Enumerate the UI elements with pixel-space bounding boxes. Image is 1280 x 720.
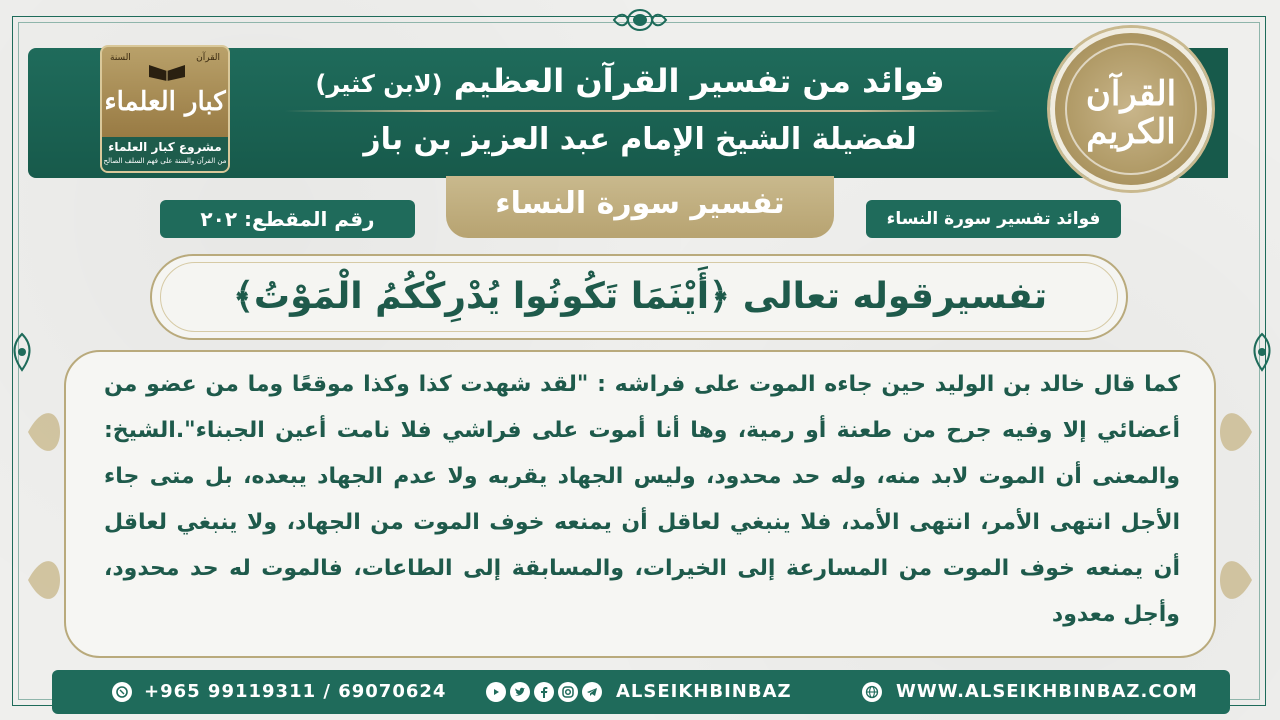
footer-social-handle: ALSEIKHBINBAZ bbox=[616, 681, 792, 702]
section-heading bbox=[170, 262, 1110, 332]
segment-number: ٢٠٢ bbox=[200, 207, 238, 231]
logo-bottom-strip bbox=[102, 137, 228, 171]
footer-website[interactable]: WWW.ALSEIKHBINBAZ.COM bbox=[896, 681, 1198, 702]
page-subtitle: لفضيلة الشيخ الإمام عبد العزيز بن باز bbox=[363, 122, 917, 157]
footer-phone: +965 99119311 / 69070624 bbox=[144, 681, 447, 702]
segment-label: رقم المقطع: bbox=[244, 207, 375, 231]
title-separator bbox=[285, 110, 1000, 112]
left-gold-ornament-2-icon bbox=[24, 540, 64, 620]
top-ornament-icon bbox=[610, 6, 670, 34]
left-gold-ornament-icon bbox=[24, 392, 64, 472]
youtube-icon[interactable] bbox=[486, 682, 506, 702]
right-gold-ornament-2-icon bbox=[1216, 540, 1256, 620]
facebook-icon[interactable] bbox=[534, 682, 554, 702]
tafsir-body-text: كما قال خالد بن الوليد حين جاءه الموت على فراشه : "لقد شهدت كذا وكذا موقعًا وما من عضو من أعضائي إلا وفيه جرح من طعنة أو رمية، وها أنا أموت على فراشي فلا نامت أعين الجبناء".الشيخ: والمعنى أن الموت لابد منه، وله حد محدود، وليس الجهاد يقربه ولا عدم الجهاد يبعده، بل متى جاء الأجل انتهى الأمر، انتهى الأمد، فلا ينبغي لعاقل أن يمنعه خوف الموت من الجهاد، ولا ينبغي لعاقل أن يمنعه خوف الموت من المسارعة إلى الخيرات، والمسابقة إلى الطاعات، فالموت له حد محدود، وأجل معدود bbox=[104, 372, 1180, 627]
instagram-icon[interactable] bbox=[558, 682, 578, 702]
logo-project-name: مشروع كبار العلماء bbox=[108, 140, 222, 154]
logo-corner-sunnah: السنة bbox=[110, 53, 131, 63]
title-author: (لابن كثير) bbox=[315, 70, 443, 98]
quran-medallion-logo bbox=[1050, 28, 1212, 190]
title-main: فوائد من تفسير القرآن العظيم bbox=[453, 62, 945, 100]
kibar-ulama-logo bbox=[100, 45, 230, 173]
page-title bbox=[250, 58, 1010, 104]
logo-main-text: كبار العلماء bbox=[104, 87, 226, 117]
twitter-icon[interactable] bbox=[510, 682, 530, 702]
surah-tab: تفسير سورة النساء bbox=[446, 176, 834, 238]
series-badge: فوائد تفسير سورة النساء bbox=[866, 200, 1121, 238]
logo-corner-quran: القرآن bbox=[196, 53, 220, 63]
globe-icon[interactable] bbox=[862, 682, 882, 702]
book-icon bbox=[147, 59, 187, 81]
telegram-icon[interactable] bbox=[582, 682, 602, 702]
whatsapp-icon[interactable] bbox=[112, 682, 132, 702]
medallion-text: القرآن الكريم bbox=[1085, 74, 1177, 152]
segment-number-badge bbox=[160, 200, 415, 238]
right-gold-ornament-icon bbox=[1216, 392, 1256, 472]
logo-tagline: من القرآن والسنة على فهم السلف الصالح bbox=[103, 157, 227, 165]
heading-prefix: تفسيرقوله تعالى bbox=[742, 276, 1048, 317]
heading-ayah: ﴿أَيْنَمَا تَكُونُوا يُدْرِكْكُمُ الْمَوْتُ﴾ bbox=[232, 276, 731, 317]
